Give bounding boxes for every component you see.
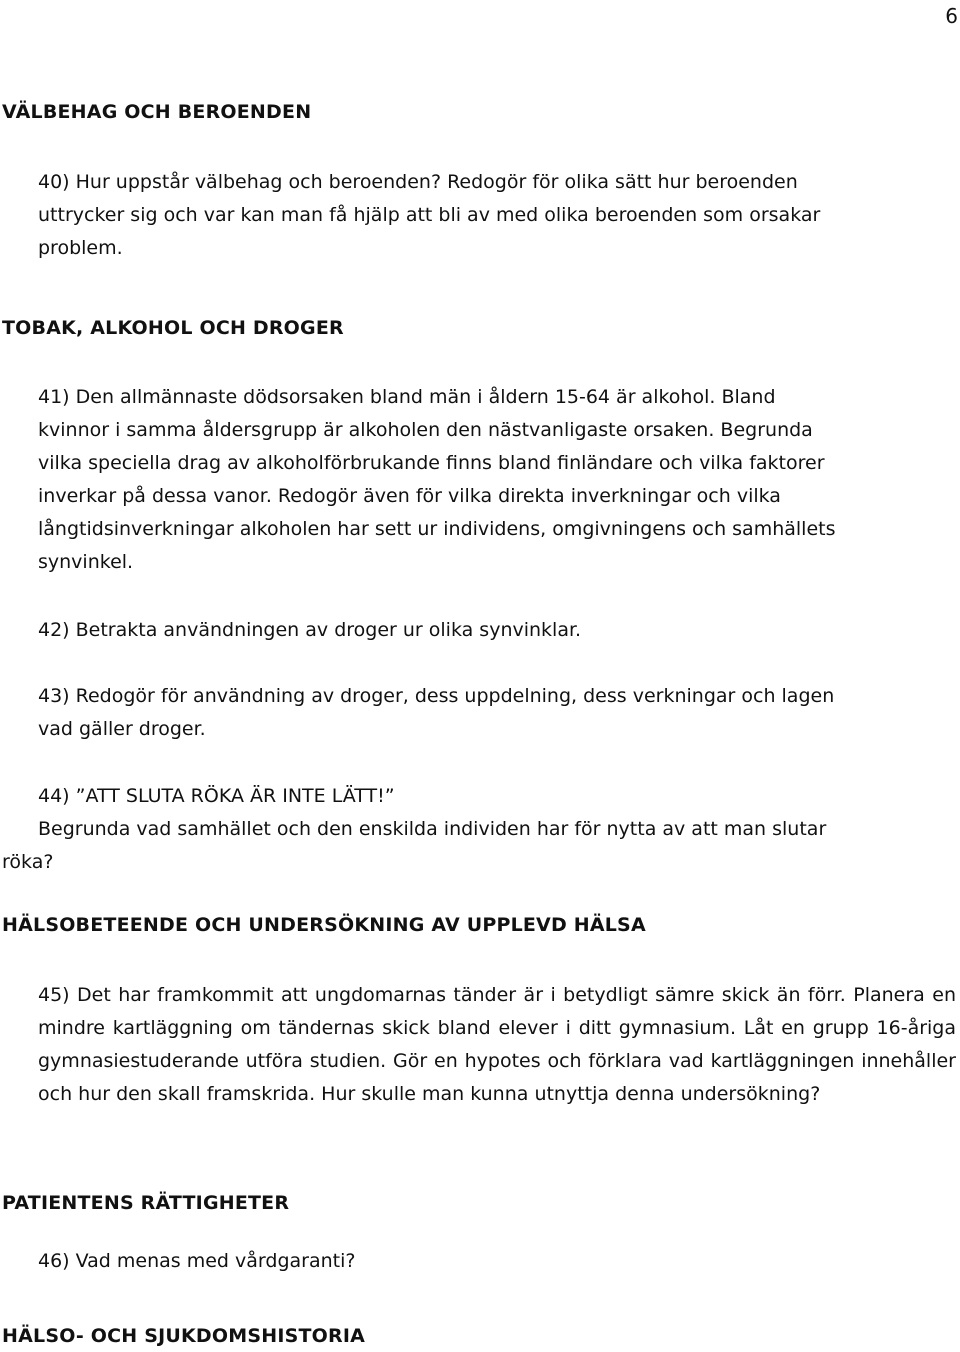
question-41-line-6: synvinkel. <box>38 551 134 573</box>
question-45: 45) Det har framkommit att ungdomarnas tänder är i betydligt sämre skick än förr. Planera en mindre kartläggning om tändernas skick bland elever i ditt gymnasium. Låt en grupp 16-åriga gymnasiestuderande utföra studien. Gör en hypotes och förklara vad kartläggningen innehåller och hur den skall framskrida. Hur skulle man kunna utnyttja denna undersökning? <box>38 984 956 1105</box>
question-43-line-2: vad gäller droger. <box>38 718 206 740</box>
question-46 <box>38 1245 956 1278</box>
question-41-line-2: kvinnor i samma åldersgrupp är alkoholen den nästvanligaste orsaken. Begrunda <box>38 419 813 441</box>
question-42-line-1: 42) Betrakta användningen av droger ur olika synvinklar. <box>38 619 582 641</box>
section-heading-patientens: PATIENTENS RÄTTIGHETER <box>2 1192 290 1214</box>
question-41-line-5: långtidsinverkningar alkoholen har sett ur individens, omgivningens och samhällets <box>38 518 836 540</box>
section-heading-tobak: TOBAK, ALKOHOL OCH DROGER <box>2 317 344 339</box>
question-44-line-1: 44) ”ATT SLUTA RÖKA ÄR INTE LÄTT!” <box>38 785 395 807</box>
section-heading-halso-historia: HÄLSO- OCH SJUKDOMSHISTORIA <box>2 1325 366 1347</box>
question-41-line-4: inverkar på dessa vanor. Redogör även för vilka direkta inverkningar och vilka <box>38 485 781 507</box>
question-40-line-2: uttrycker sig och var kan man få hjälp att bli av med olika beroenden som orsakar <box>38 204 821 226</box>
question-43 <box>38 680 956 746</box>
section-heading-halsobeteende: HÄLSOBETEENDE OCH UNDERSÖKNING AV UPPLEVD HÄLSA <box>2 914 646 936</box>
question-40-line-3: problem. <box>38 237 123 259</box>
question-42 <box>38 614 956 647</box>
question-41 <box>38 381 956 579</box>
question-43-line-1: 43) Redogör för användning av droger, dess uppdelning, dess verkningar och lagen <box>38 685 835 707</box>
question-44 <box>2 780 956 879</box>
question-41-line-1: 41) Den allmännaste dödsorsaken bland män i åldern 15-64 är alkohol. Bland <box>38 386 776 408</box>
question-40 <box>38 166 956 265</box>
question-41-line-3: vilka speciella drag av alkoholförbrukande finns bland finländare och vilka faktorer <box>38 452 825 474</box>
section-heading-valbehag: VÄLBEHAG OCH BEROENDEN <box>2 101 312 123</box>
question-44-line-3: röka? <box>2 851 54 873</box>
question-46-line-1: 46) Vad menas med vårdgaranti? <box>38 1250 356 1272</box>
question-40-line-1: 40) Hur uppstår välbehag och beroenden? Redogör för olika sätt hur beroenden <box>38 171 798 193</box>
question-44-line-2: Begrunda vad samhället och den enskilda individen har för nytta av att man slutar <box>38 818 827 840</box>
page-number: 6 <box>945 4 958 28</box>
